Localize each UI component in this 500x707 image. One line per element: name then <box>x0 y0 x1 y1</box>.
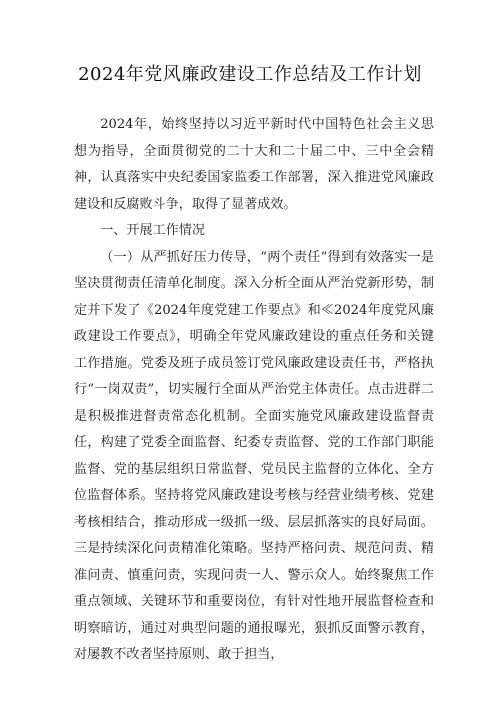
intro-paragraph: 2024年，始终坚持以习近平新时代中国特色社会主义思想为指导，全面贯彻党的二十大和二十届二中、三中全会精神，认真落实中央纪委国家监委工作部署，深入推进党风廉政建设和反腐败斗争，取得了显著成效。 <box>74 117 434 212</box>
section-1-paragraph-1: （一）从严抓好压力传导，“两个责任”得到有效落实一是坚决贯彻责任清单化制度。深入分析全面从严治党新形势，制定并下发了《2024年度党建工作要点》和≪2024年度党风廉政建设工作要点》，明确全年党风廉政建设的重点任务和关键工作措施。党委及班子成员签订党风廉政建设责任书，严格执行“一岗双责”，切实履行全面从严治党主体责任。点击进群二是积极推进督责常态化机制。全面实施党风廉政建设监督责任，构建了党委全面监督、纪委专责监督、党的工作部门职能监督、党的基层组织日常监督、党员民主监督的立体化、全方位监督体系。坚持将党风廉政建设考核与经营业绩考核、党建考核相结合，推动形成一级抓一级、层层抓落实的良好局面。三是持续深化问责精准化策略。坚持严格问责、规范问责、精准问责、慎重问责，实现问责一人、警示众人。始终聚焦工作重点领域、关键环节和重要岗位，有针对性地开展监督检查和明察暗访，通过对典型问题的通报曝光，狠抓反面警示教育，对屡教不改者坚持原则、敢于担当， <box>74 249 434 662</box>
document-body <box>74 112 434 669</box>
document-title: 2024年党风廉政建设工作总结及工作计划 <box>78 64 422 85</box>
section-1-heading: 一、开展工作情况 <box>100 223 205 238</box>
